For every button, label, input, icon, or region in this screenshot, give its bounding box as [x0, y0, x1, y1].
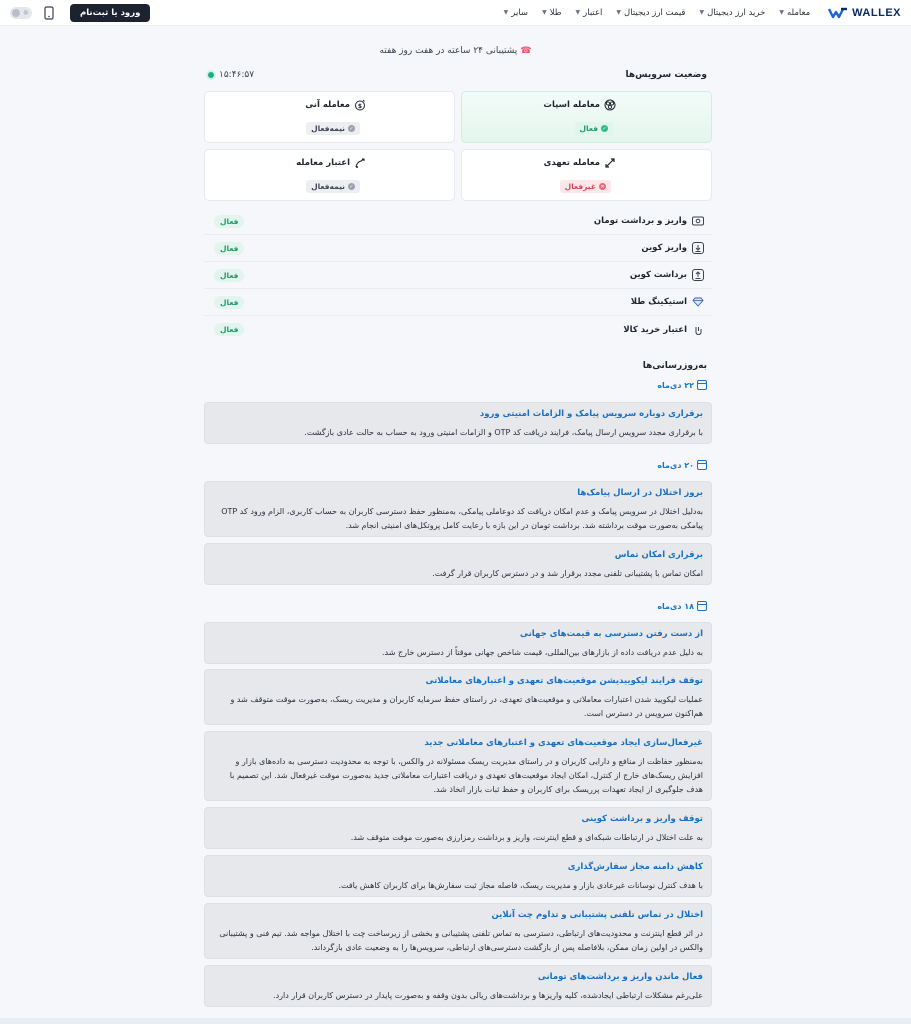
update-title: فعال ماندن واریز و برداشت‌های تومانی: [537, 972, 703, 982]
service-status-list: [204, 208, 712, 343]
mobile-app-icon[interactable]: [42, 5, 56, 21]
service-card-margin[interactable]: [461, 149, 712, 201]
brand-logo[interactable]: [828, 7, 901, 19]
margin-icon: [604, 157, 616, 169]
toggle-knob: [12, 9, 20, 17]
update-title: توقف فرایند لیکوییدیشن موقعیت‌های تعهدی و اعتبارهای معاملاتی: [425, 676, 703, 686]
close-icon: ✕: [600, 183, 605, 190]
status-badge: [560, 180, 611, 193]
nav-item-crypto-price[interactable]: [616, 8, 685, 18]
list-item[interactable]: [204, 235, 712, 262]
update-title: بروز اختلال در ارسال پیامک‌ها: [577, 488, 703, 498]
live-dot-icon: [208, 72, 214, 78]
support-text: پشتیبانی ۲۴ ساعته در هفت روز هفته: [379, 46, 518, 56]
date-text: ۲۲ دی‌ماه: [657, 380, 694, 390]
update-title: اختلال در تماس تلفنی پشتیبانی و تداوم چت آنلاین: [491, 910, 703, 920]
card-label-text: معامله تعهدی: [543, 158, 600, 168]
badge-text: نیمه‌فعال: [311, 124, 345, 133]
service-card-spot[interactable]: [461, 91, 712, 143]
wallex-logo-icon: [828, 7, 848, 19]
date-text: ۱۸ دی‌ماه: [657, 601, 694, 611]
date-text: ۲۰ دی‌ماه: [657, 460, 694, 470]
service-name: [630, 269, 704, 281]
spot-icon: [604, 99, 616, 111]
update-card: [204, 402, 712, 444]
update-title: برقراری دوباره سرویس پیامک و الزامات امنیتی ورود: [479, 409, 703, 419]
support-banner: [0, 46, 911, 56]
update-card: [204, 903, 712, 959]
clock-time: ۱۵:۴۶:۵۷: [219, 70, 255, 80]
brand-name: WALLEX: [852, 6, 901, 19]
update-card: [204, 481, 712, 537]
list-item[interactable]: [204, 208, 712, 235]
card-label: [296, 157, 366, 169]
clip-icon: [692, 324, 704, 336]
update-card: [204, 807, 712, 849]
calendar-icon: [697, 601, 707, 611]
nav-label: طلا: [549, 7, 562, 18]
footer-strip: [0, 1018, 911, 1024]
update-desc: علی‌رغم مشکلات ارتباطی ایجادشده، کلیه واریزها و برداشت‌های ریالی بدون وقفه و به‌صورت پایدار در دسترس کاربران قرار دارد.: [273, 991, 703, 1000]
nav-label: معامله: [786, 7, 811, 18]
nav-label: خرید ارز دیجیتال: [707, 7, 766, 18]
badge-text: فعال: [579, 124, 598, 133]
nav-item-trade[interactable]: [779, 8, 810, 18]
check-icon: ✓: [349, 125, 354, 132]
nav-item-buy-crypto[interactable]: [699, 8, 765, 18]
instant-icon: [354, 99, 366, 111]
update-title: غیرفعال‌سازی ایجاد موقعیت‌های تعهدی و اعتبارهای معاملاتی جدید: [424, 738, 703, 748]
nav-label: سایر: [511, 7, 529, 18]
status-badge: فعال: [214, 323, 244, 336]
service-label: برداشت کوین: [629, 270, 687, 280]
card-label-text: معامله آنی: [305, 100, 350, 110]
calendar-icon: [697, 380, 707, 390]
update-desc: به‌منظور حفاظت از منافع و دارایی کاربران و در راستای مدیریت ریسک مسئولانه در والکس، با توجه به محدودیت دسترسی به داده‌های بازار و افزایش ریسک‌های خارج از کنترل، امکان ایجاد موقعیت‌های تعهدی و دریافت اعتبارات معاملاتی جدید به‌صورت موقت غیرفعال شد. این تصمیم با هدف جلوگیری از ایجاد تعهدات پرریسک برای کاربران و حفظ ثبات بازار اتخاذ شد.: [229, 757, 703, 794]
card-label-text: اعتبار معامله: [296, 158, 350, 168]
update-card: [204, 965, 712, 1007]
services-status-title: وضعیت سرویس‌ها: [625, 70, 707, 80]
status-badge: فعال: [214, 296, 244, 309]
nav-item-other[interactable]: [504, 8, 528, 18]
chevron-down-icon: ▼: [779, 9, 784, 16]
update-title: توقف واریز و برداشت کوینی: [581, 814, 703, 824]
check-icon: ✓: [602, 125, 607, 132]
card-label-text: معامله اسپات: [543, 100, 600, 110]
status-badge: فعال: [214, 215, 244, 228]
list-item[interactable]: [204, 316, 712, 343]
update-card: [204, 855, 712, 897]
update-card: [204, 669, 712, 725]
update-card: [204, 543, 712, 585]
nav-item-gold[interactable]: [542, 8, 561, 18]
update-title: کاهش دامنه مجاز سفارش‌گذاری: [567, 862, 703, 872]
update-title: از دست رفتن دسترسی به قیمت‌های جهانی: [520, 629, 703, 639]
date-label: [657, 460, 707, 470]
updates-title: به‌روزرسانی‌ها: [642, 361, 707, 371]
update-card: [204, 622, 712, 664]
check-icon: ✓: [349, 183, 354, 190]
badge-text: غیرفعال: [564, 182, 596, 191]
status-badge: [306, 180, 360, 193]
update-desc: امکان تماس با پشتیبانی تلفنی مجدد برقرار شد و در دسترس کاربران قرار گرفت.: [432, 569, 703, 578]
service-name: [631, 296, 704, 308]
chevron-down-icon: ▼: [575, 9, 581, 16]
upload-icon: [692, 269, 704, 281]
top-navbar: [0, 0, 911, 26]
card-label: [305, 99, 366, 111]
update-desc: با برقراری مجدد سرویس ارسال پیامک، فرایند دریافت کد OTP و الزامات امنیتی ورود به حساب به حالت عادی بازگشت.: [304, 428, 703, 437]
service-label: استیکینگ طلا: [630, 297, 687, 307]
date-label: [657, 601, 707, 611]
sun-icon: ☼: [22, 8, 29, 17]
service-label: واریز و برداشت تومان: [593, 216, 687, 226]
card-label: [543, 99, 616, 111]
update-desc: عملیات لیکویید شدن اعتبارات معاملاتی و موقعیت‌های تعهدی، در راستای حفظ سرمایه کاربران و مدیریت ریسک، به‌صورت موقت متوقف شد و هم‌اکنون سرویس در دسترس است.: [230, 695, 703, 718]
service-card-credit[interactable]: [204, 149, 455, 201]
update-card: [204, 731, 712, 801]
theme-toggle[interactable]: [10, 7, 32, 19]
service-label: اعتبار خرید کالا: [623, 324, 687, 335]
main-nav: [504, 8, 811, 18]
service-name: [594, 215, 704, 227]
chevron-down-icon: ▼: [616, 9, 622, 16]
chevron-down-icon: ▼: [699, 9, 705, 16]
update-desc: در اثر قطع اینترنت و محدودیت‌های ارتباطی، دسترسی به تماس تلفنی پشتیبانی و بخشی از زیرساخت چت با اختلال مواجه شد. تیم فنی و پشتیبانی والکس در اولین زمان ممکن، بلافاصله پس از بازگشت دسترسی‌های ارتباطی، سرویس‌ها را به وضعیت عادی بازگرداند.: [219, 929, 703, 952]
chevron-down-icon: ▼: [503, 9, 509, 16]
nav-item-credit[interactable]: [576, 8, 603, 18]
list-item[interactable]: [204, 262, 712, 289]
login-button[interactable]: ورود یا ثبت‌نام: [70, 4, 150, 22]
service-card-instant[interactable]: [204, 91, 455, 143]
service-name: [623, 324, 704, 336]
list-item[interactable]: [204, 289, 712, 316]
nav-label: اعتبار: [583, 7, 603, 18]
svg-text:$: $: [357, 103, 363, 110]
badge-text: نیمه‌فعال: [311, 182, 345, 191]
status-badge: [575, 122, 613, 135]
status-badge: فعال: [214, 242, 244, 255]
update-desc: به علت اختلال در ارتباطات شبکه‌ای و قطع اینترنت، واریز و برداشت رمزارزی به‌صورت موقت متوقف شد.: [350, 833, 703, 842]
date-label: [657, 380, 707, 390]
gem-icon: [692, 296, 704, 308]
download-icon: [692, 242, 704, 254]
service-name: [641, 242, 704, 254]
nav-label: قیمت ارز دیجیتال: [624, 7, 686, 18]
update-desc: به‌دلیل اختلال در سرویس پیامک و عدم امکان دریافت کد دوعاملی پیامکی، به‌منظور حفظ دسترسی کاربران به حساب کاربری، الزام ورود کد OTP پیامکی به‌صورت موقت برداشته شد. برداشت تومان در این بازه با رعایت کامل پروتکل‌های امنیتی انجام شد.: [221, 507, 703, 530]
status-badge: فعال: [214, 269, 244, 282]
chevron-down-icon: ▼: [542, 9, 547, 16]
service-cards: [204, 91, 712, 203]
update-desc: با هدف کنترل نوسانات غیرعادی بازار و مدیریت ریسک، فاصله مجاز ثبت سفارش‌ها برای کاربران کاهش یافت.: [338, 881, 703, 890]
telephone-icon: ☎: [520, 46, 532, 56]
update-desc: به دلیل عدم دریافت داده از بازارهای بین‌المللی، قیمت شاخص جهانی موقتاً از دسترس خارج شد.: [381, 648, 703, 657]
status-badge: [306, 122, 360, 135]
cash-icon: [692, 215, 704, 227]
status-clock: [208, 70, 254, 80]
service-label: واریز کوین: [641, 243, 687, 253]
update-title: برقراری امکان تماس: [614, 550, 703, 560]
calendar-icon: [697, 460, 707, 470]
card-label: [544, 157, 616, 169]
credit-icon: [354, 157, 366, 169]
